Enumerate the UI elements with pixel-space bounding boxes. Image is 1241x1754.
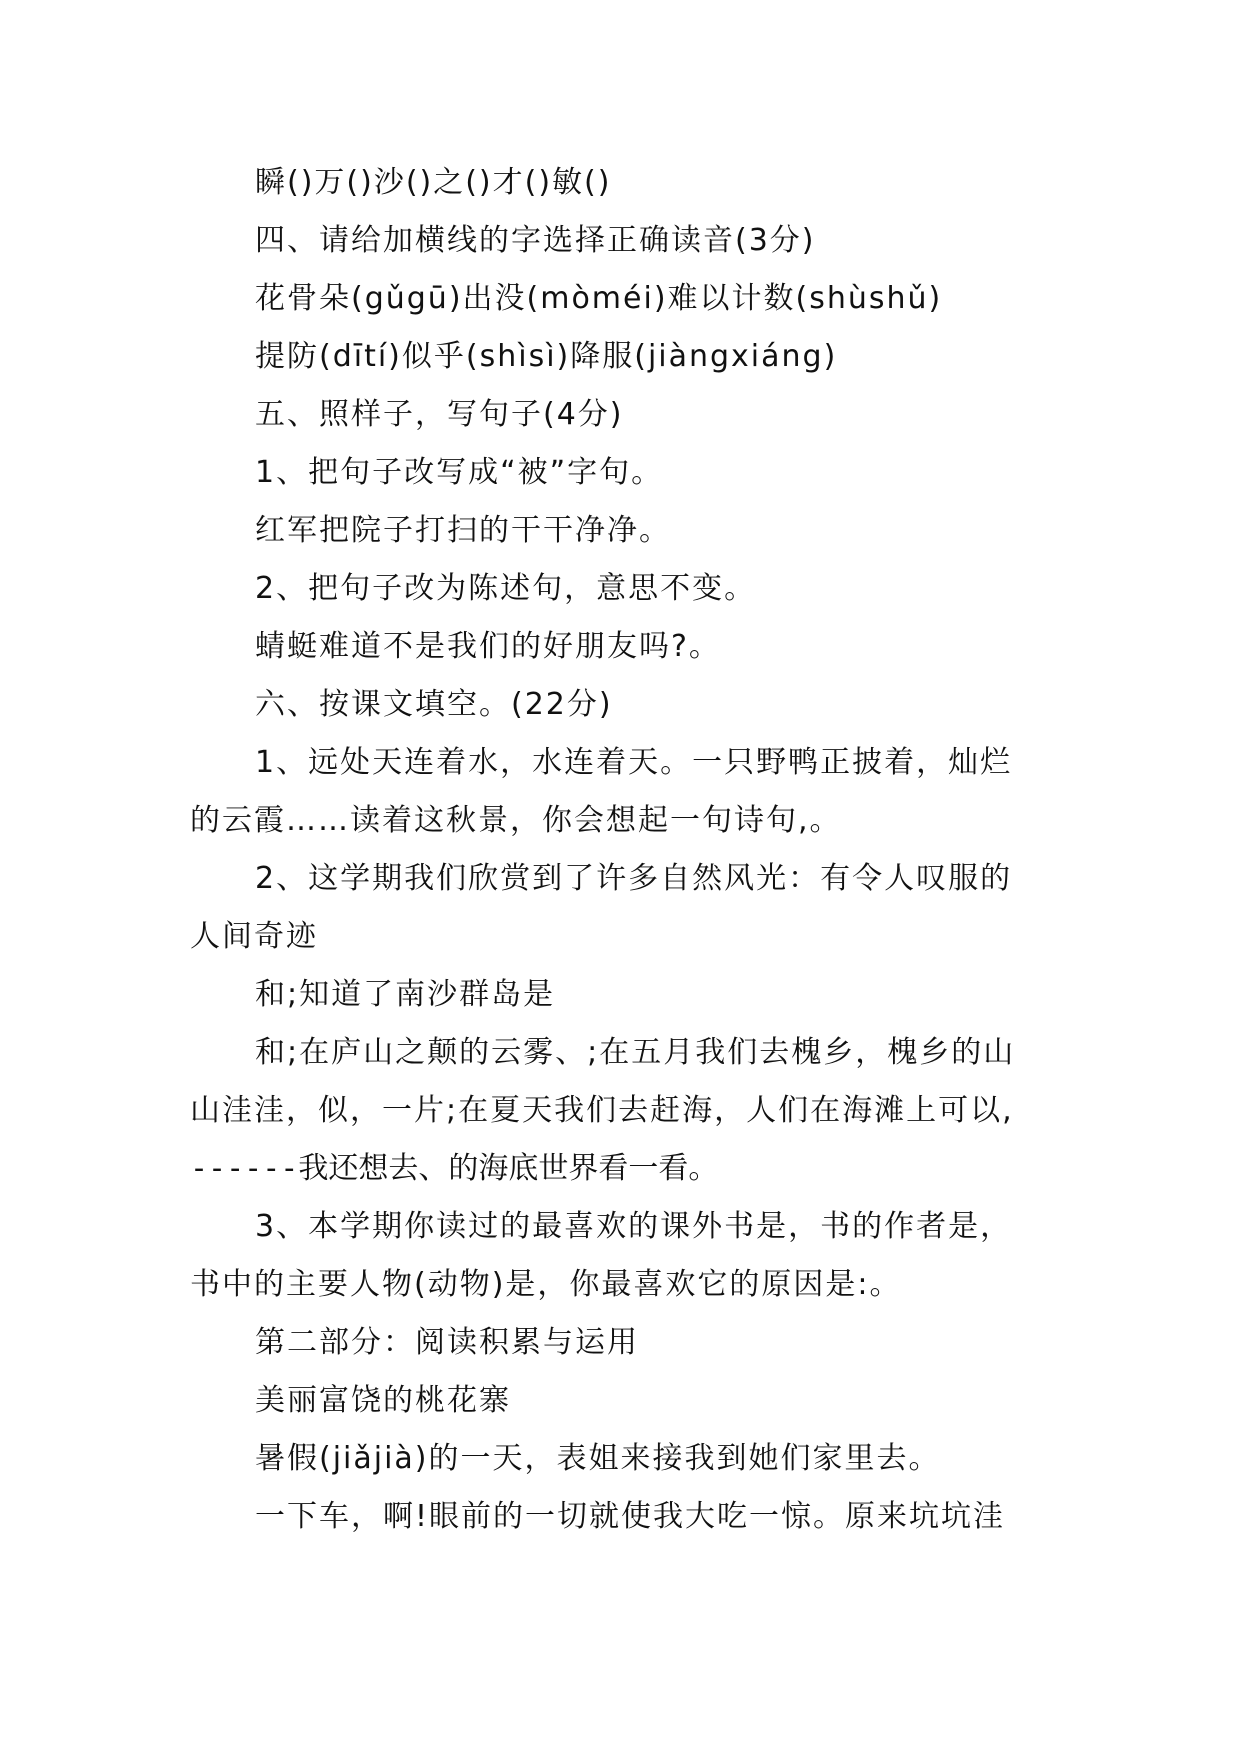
text-line: 书中的主要人物(动物)是，你最喜欢它的原因是:。 — [190, 1267, 902, 1302]
text-line: 的云霞……读着这秋景，你会想起一句诗句,。 — [190, 803, 842, 838]
text-line: 山洼洼，似，一片;在夏天我们去赶海，人们在海滩上可以, — [190, 1093, 1014, 1128]
text-line: 红军把院子打扫的干干净净。 — [255, 513, 671, 548]
text-line: ------我还想去、的海底世界看一看。 — [190, 1151, 719, 1186]
question-item: 3、本学期你读过的最喜欢的课外书是，书的作者是， — [255, 1209, 1013, 1244]
passage-paragraph: 一下车，啊!眼前的一切就使我大吃一惊。原来坑坑洼 — [255, 1499, 1006, 1534]
document-body — [190, 154, 1070, 1546]
text-line: 和;在庐山之颠的云雾、;在五月我们去槐乡，槐乡的山 — [255, 1035, 1016, 1070]
part-heading: 第二部分：阅读积累与运用 — [255, 1325, 639, 1360]
question-item: 1、远处天连着水，水连着天。一只野鸭正披着，灿烂 — [255, 745, 1013, 780]
section-heading: 四、请给加横线的字选择正确读音(3分) — [255, 223, 816, 258]
text-line: 人间奇迹 — [190, 919, 318, 954]
question-item: 2、这学期我们欣赏到了许多自然风光：有令人叹服的 — [255, 861, 1013, 896]
text-line: 瞬()万()沙()之()才()敏() — [255, 165, 612, 200]
passage-paragraph: 暑假(jiǎjià)的一天，表姐来接我到她们家里去。 — [255, 1441, 941, 1476]
text-line: 提防(dītí)似乎(shìsì)降服(jiàngxiáng) — [255, 339, 838, 374]
passage-title: 美丽富饶的桃花寨 — [255, 1383, 511, 1418]
section-heading: 六、按课文填空。(22分) — [255, 687, 613, 722]
text-line: 花骨朵(gǔgū)出没(mòméi)难以计数(shùshǔ) — [255, 281, 943, 316]
question-item: 2、把句子改为陈述句，意思不变。 — [255, 571, 757, 606]
section-heading: 五、照样子，写句子(4分) — [255, 397, 624, 432]
text-line: 和;知道了南沙群岛是 — [255, 977, 556, 1012]
text-line: 蜻蜓难道不是我们的好朋友吗?。 — [255, 629, 721, 664]
question-item: 1、把句子改写成“被”字句。 — [255, 455, 664, 490]
